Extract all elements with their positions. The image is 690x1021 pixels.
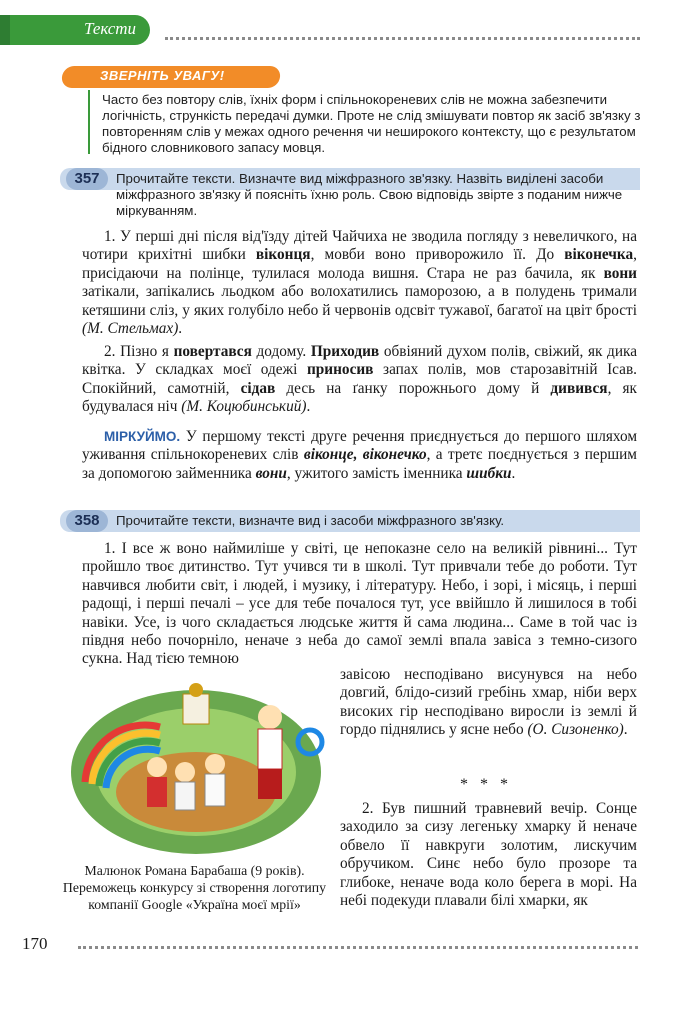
exercise-357-task-text: Прочитайте тексти. Визначте вид міжфразного зв'язку. Назвіть виділені засоби міжфразного зв'язку й поясніть їхню роль. Свою відповідь звірте з поданим нижче міркуванням.: [116, 171, 623, 218]
illus-child-4-trousers: [258, 769, 282, 799]
illus-child-3-head: [205, 754, 225, 774]
illus-child-2-body: [175, 782, 195, 810]
exercise-358-number: 358: [66, 510, 108, 532]
section-title: Тексти: [84, 19, 137, 38]
exercise-357-text-2: 2. Пізно я повертався додому. Приходив обвіяний духом полів, свіжий, як дика квітка. У складках моєї одежі приносив запах полів, мов старозавітній Ісав. Спокійний, самотній, сідав десь на ґанку порожнього дому й дивився, як будувалася ніч (М. Коцюбинський).: [82, 343, 638, 416]
attention-badge-label: ЗВЕРНІТЬ УВАГУ!: [100, 68, 225, 83]
footer-dotted-line: [78, 946, 638, 949]
reasoning-label: МІРКУЙМО.: [104, 429, 181, 444]
exercise-357-number: 357: [66, 168, 108, 190]
exercise-358-text-1-continued: завісою несподівано висунувся на небо довгий, блідо-сизий гребінь хмар, ніби верх високих гір несподівано виросли із землі й гордо піднялись у ясне небо (О. Сизоненко).: [340, 666, 637, 739]
illus-child-3-body: [205, 774, 225, 806]
illus-ground: [116, 752, 276, 832]
exercise-358-text-1: 1. І все ж воно наймиліше у світі, це непоказне село на великій рівнині... Тут пройшло твоє дитинство. Тут учився ти в школі. Тут привчали тебе до роботи. Тут навчився любити світ, і людей, і музику, і літературу. Небо, і зорі, і місяць, і перші радощі, і перші печалі – усе для тебе почалося тут, усе ввійшло й лишилося в тобі навіки. Усе, із чого складається людське життя й сама людина... Саме в той час із півдня небо почорніло, неначе з неба до самої землі впала завіса з темно-сизого сукна. Над тією темною: [82, 540, 637, 668]
exercise-357-reasoning: МІРКУЙМО. У першому тексті друге речення приєднується до першого шляхом уживання спільнокореневих слів віконце, віконечко, а третє поєднується з першим за допомогою займенника вони, ужитого замість іменника шибки.: [82, 428, 637, 482]
illus-church: [183, 694, 209, 724]
illus-child-1-body: [147, 777, 167, 807]
exercise-358-task: Прочитайте тексти, визначте вид і засоби міжфразного зв'язку.: [116, 513, 505, 528]
illus-child-2-head: [175, 762, 195, 782]
page-number: 170: [22, 934, 48, 953]
section-tab-edge: [0, 15, 10, 45]
children-drawing-illustration: [65, 672, 327, 857]
illus-child-4-head: [258, 705, 282, 729]
attention-side-line: [88, 90, 90, 154]
illustration-caption: Малюнок Романа Барабаша (9 років). Переможець конкурсу зі створення логотипу компанії Google «Україна моєї мрії»: [62, 863, 327, 912]
exercise-358-text-2: 2. Був пишний травневий вечір. Сонце заходило за сизу легеньку хмарку й неначе обвело її навкруги золотим, лискучим обручиком. Синє небо було прозоре та глибоке, неначе вода коло берега в морі. На небі подекуди плавали білі хмарки, як: [340, 800, 637, 910]
illus-child-4-body: [258, 729, 282, 769]
exercise-357-task: [116, 171, 638, 219]
illus-church-dome: [189, 683, 203, 697]
section-divider-stars: * * *: [460, 776, 512, 793]
spacer: [82, 171, 112, 172]
attention-text: Часто без повтору слів, їхніх форм і спільнокореневих слів не можна забезпечити логічність, стрункість передачі думки. Проте не слід змішувати повтор як засіб зв'язку з повторенням слів у межах одного речення чи неширокого контексту, що є результатом бідного словникового запасу мовця.: [102, 92, 641, 155]
illus-child-1-head: [147, 757, 167, 777]
header-dotted-line: [165, 37, 640, 40]
exercise-357-text-1: 1. У перші дні після від'їзду дітей Чайчиха не зводила погляду з невеличкого, на чотири крихітні шибки віконця, мовби воно приворожило її. До віконечка, присідаючи на полінце, тулилася молода вишня. Стара не раз бачила, як вони затікали, запікались льодком або волохатились паморозою, а в полудень тримали кетяшини сліз, у яких голубіло небо й червонів одсвіт тужавої, багатої на цвіт брості (М. Стельмах).: [82, 228, 637, 338]
